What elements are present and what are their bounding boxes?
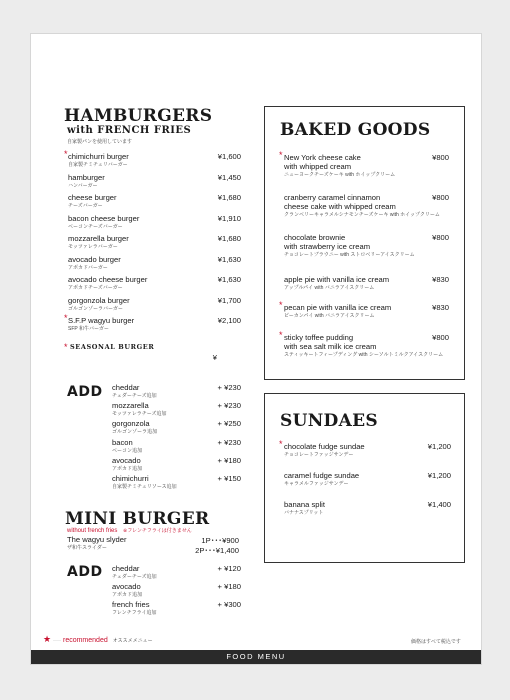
burger-name: S.F.P wagyu burger <box>68 316 135 325</box>
baked-name-line1: cranberry caramel cinnamon <box>284 193 381 202</box>
add-item-name: avocado <box>112 582 141 591</box>
burger-jp: モッツァレラバーガー <box>68 244 118 250</box>
add-item-name: french fries <box>112 600 150 609</box>
recommended-star-icon: * <box>279 150 283 160</box>
burger-jp: ベーコンチーズバーガー <box>68 223 123 230</box>
add-item-price: + ¥180 <box>217 582 241 591</box>
burger-price: ¥2,100 <box>217 316 241 325</box>
add-item-price: + ¥180 <box>217 455 241 465</box>
slyder-price-2p: 2P･･･¥1,400 <box>195 546 239 555</box>
burger-jp: アボカドバーガー <box>68 264 108 271</box>
sundae-price: ¥1,200 <box>427 442 451 451</box>
recommended-star-icon: * <box>279 439 283 449</box>
mini-note-en: without french fries <box>67 528 118 534</box>
hamburgers-title: HAMBURGERS <box>64 106 213 126</box>
burger-jp: ゴルゴンゾーラバーガー <box>68 305 123 312</box>
sundae-name: banana split <box>284 500 325 509</box>
burger-jp: 自家製チミチュリバーガー <box>68 162 128 168</box>
add-item-jp: アボカド追加 <box>112 592 143 598</box>
sundae-jp: キャラメルファッジサンデー <box>284 481 349 487</box>
mini-burger-note <box>67 527 192 534</box>
burger-name: cheese burger <box>68 193 117 202</box>
slyder-name: The wagyu slyder <box>67 535 127 544</box>
add-item-jp: モッツァレラチーズ追加 <box>112 411 167 418</box>
sundae-price: ¥1,200 <box>427 471 451 480</box>
add-item-price: + ¥300 <box>217 600 241 609</box>
add-item-jp: ゴルゴンゾーラ追加 <box>112 429 158 436</box>
baked-name-line2: with strawberry ice cream <box>284 242 371 251</box>
legend-jp: オススメメニュー <box>112 638 153 644</box>
menu-page <box>31 34 481 664</box>
baked-goods-title: BAKED GOODS <box>280 120 431 140</box>
add-item-price: + ¥150 <box>217 474 241 483</box>
burger-price: ¥1,680 <box>217 193 241 202</box>
sundaes-box <box>264 393 465 563</box>
seasonal-price: ¥ <box>212 353 217 362</box>
baked-price: ¥800 <box>432 233 449 242</box>
baked-name-line1: New York cheese cake <box>284 153 361 162</box>
star-icon: ★ <box>43 634 52 644</box>
burger-name: avocado cheese burger <box>68 275 148 284</box>
baked-price: ¥830 <box>432 303 449 312</box>
burger-jp: SFP 和牛バーガー <box>68 326 109 332</box>
add-item-price: + ¥230 <box>217 401 241 411</box>
add-item-jp: アボカド追加 <box>112 465 143 472</box>
add-item-jp: チェダーチーズ追加 <box>112 393 157 399</box>
baked-name-line1: chocolate brownie <box>284 233 346 242</box>
baked-name-line1: apple pie with vanilla ice cream <box>284 275 390 284</box>
add-item-price: + ¥250 <box>217 419 241 429</box>
baked-jp: ピーカンパイ with バニラアイスクリーム <box>284 313 375 319</box>
footer-bar: FOOD MENU <box>31 650 481 664</box>
add-item-name: bacon <box>112 437 133 447</box>
legend-label: recommended <box>62 637 108 644</box>
slyder-jp: ザ和牛スライダー <box>67 545 107 551</box>
baked-jp: クランベリーキャラメルシナモンチーズケーキ with ホイップクリーム <box>284 212 440 218</box>
add-item-name: cheddar <box>112 564 140 573</box>
add-label-mini: ADD <box>67 564 103 580</box>
baked-name-line1: pecan pie with vanilla ice cream <box>284 303 392 312</box>
burger-price: ¥1,630 <box>217 275 241 284</box>
burger-price: ¥1,630 <box>217 254 241 264</box>
hamburgers-subtitle: with FRENCH FRIES <box>67 125 192 136</box>
burger-name: gorgonzola burger <box>68 295 130 305</box>
baked-goods-box <box>264 106 465 380</box>
sundae-jp: チョコレートファッジサンデー <box>284 452 354 458</box>
add-item-name: avocado <box>112 455 141 465</box>
burger-price: ¥1,600 <box>217 152 241 161</box>
burger-name: hamburger <box>68 172 105 182</box>
recommended-legend <box>43 634 153 645</box>
baked-name-line2: with whipped cream <box>284 162 352 171</box>
mini-note-jp: ※フレンチフライは付きません <box>123 528 192 534</box>
add-item-name: chimichurri <box>112 474 149 483</box>
sundae-jp: バナナスプリット <box>284 510 324 516</box>
recommended-star-icon: * <box>279 330 283 340</box>
add-item-jp: フレンチフライ追加 <box>112 610 157 616</box>
add-item-price: + ¥120 <box>217 564 241 573</box>
add-label: ADD <box>67 384 103 400</box>
mini-burger-title: MINI BURGER <box>65 509 210 529</box>
burger-name: chimichurri burger <box>68 152 129 161</box>
add-item-name: cheddar <box>112 383 140 392</box>
add-item-jp: ベーコン追加 <box>112 447 143 454</box>
add-item-name: mozzarella <box>112 401 149 411</box>
hamburgers-note: 自家製パンを使用しています <box>67 139 133 145</box>
burger-jp: チーズバーガー <box>68 203 103 209</box>
recommended-star-icon: * <box>64 149 68 159</box>
seasonal-star-icon: * <box>64 342 68 352</box>
baked-price: ¥830 <box>432 275 449 284</box>
burger-jp: アボカドチーズバーガー <box>68 285 123 291</box>
sundaes-title: SUNDAES <box>280 411 378 431</box>
baked-name-line2: with sea salt milk ice cream <box>284 342 377 351</box>
recommended-star-icon: * <box>64 313 68 323</box>
baked-name-line1: sticky toffee pudding <box>284 333 354 342</box>
baked-jp: アップルパイ with バニラアイスクリーム <box>284 285 375 291</box>
add-item-jp: チェダーチーズ追加 <box>112 574 157 580</box>
baked-price: ¥800 <box>432 333 449 342</box>
baked-jp: スティッキートフィープディング with シーソルトミルクアイスクリーム <box>284 352 444 358</box>
baked-price: ¥800 <box>432 193 449 202</box>
baked-jp: ニューヨークチーズケーキ with ホイップクリーム <box>284 172 396 178</box>
sundae-name: caramel fudge sundae <box>284 471 360 480</box>
add-item-price: + ¥230 <box>217 383 241 392</box>
sundae-name: chocolate fudge sundae <box>284 442 365 451</box>
burger-price: ¥1,910 <box>217 213 241 223</box>
burger-jp: ハンバーガー <box>68 182 98 189</box>
add-item-price: + ¥230 <box>217 437 241 447</box>
burger-price: ¥1,680 <box>217 234 241 243</box>
burger-name: bacon cheese burger <box>68 213 140 223</box>
burger-name: mozzarella burger <box>68 234 129 243</box>
burger-name: avocado burger <box>68 254 121 264</box>
baked-price: ¥800 <box>432 153 449 162</box>
sundae-price: ¥1,400 <box>427 500 451 509</box>
baked-name-line2: cheese cake with whipped cream <box>284 202 396 211</box>
seasonal-label: SEASONAL BURGER <box>70 343 155 351</box>
burger-price: ¥1,450 <box>217 172 241 182</box>
baked-jp: チョコレートブラウニー with ストロベリーアイスクリーム <box>284 252 415 258</box>
slyder-price-1p: 1P･･･¥900 <box>201 536 239 545</box>
add-item-jp: 自家製チミチュリソース追加 <box>112 484 177 490</box>
add-item-name: gorgonzola <box>112 419 150 429</box>
tax-note: 価格はすべて税込です <box>411 639 461 645</box>
burger-price: ¥1,700 <box>217 295 241 305</box>
legend-dash: ···· <box>53 638 62 644</box>
recommended-star-icon: * <box>279 300 283 310</box>
